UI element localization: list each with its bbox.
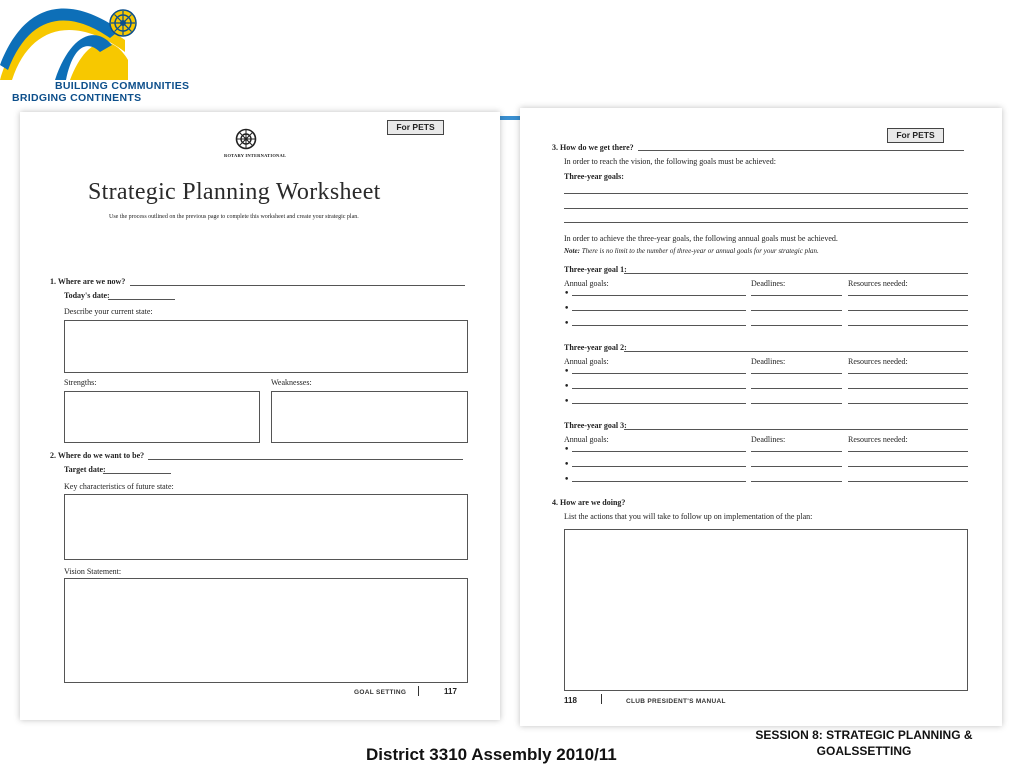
annual-goal-field[interactable] — [572, 373, 746, 374]
annual-goal-field[interactable] — [572, 466, 746, 467]
bullet-icon: • — [564, 319, 570, 329]
three-year-goal-title: Three-year goal 3: — [564, 421, 627, 430]
deadline-field[interactable] — [751, 295, 842, 296]
three-year-goal-title: Three-year goal 1: — [564, 265, 627, 274]
target-date-field[interactable] — [103, 473, 171, 474]
resources-field[interactable] — [848, 481, 968, 482]
footer-label: GOAL SETTING — [354, 689, 407, 696]
three-year-goal-line[interactable] — [564, 208, 968, 209]
deadline-field[interactable] — [751, 388, 842, 389]
three-year-goal-title: Three-year goal 2: — [564, 343, 627, 352]
deadline-field[interactable] — [751, 373, 842, 374]
q3-intro: In order to reach the vision, the following goals must be achieved: — [564, 157, 776, 166]
resources-field[interactable] — [848, 388, 968, 389]
three-year-goal-line[interactable] — [564, 222, 968, 223]
note: Note: There is no limit to the number of three-year or annual goals for your strategic plan. — [564, 247, 819, 255]
bullet-icon: • — [564, 367, 570, 377]
future-state-box[interactable] — [64, 494, 468, 560]
bullet-icon: • — [564, 289, 570, 299]
current-state-box[interactable] — [64, 320, 468, 373]
three-year-goal-field[interactable] — [624, 273, 968, 274]
vision-label: Vision Statement: — [64, 567, 122, 576]
resources-field[interactable] — [848, 373, 968, 374]
bullet-icon: • — [564, 397, 570, 407]
annual-goal-field[interactable] — [572, 403, 746, 404]
worksheet-page-right — [520, 108, 1002, 726]
logo-line-1: BUILDING COMMUNITIES — [55, 80, 190, 92]
rotary-wheel-icon — [108, 8, 138, 38]
for-pets-badge: For PETS — [887, 128, 944, 143]
key-characteristics-label: Key characteristics of future state: — [64, 482, 174, 491]
weaknesses-box[interactable] — [271, 391, 468, 443]
annual-intro: In order to achieve the three-year goals, the following annual goals must be achieved. — [564, 234, 838, 243]
annual-goal-field[interactable] — [572, 388, 746, 389]
bullet-icon: • — [564, 475, 570, 485]
org-name: ROTARY INTERNATIONAL — [224, 153, 287, 158]
resources-header: Resources needed: — [848, 435, 908, 444]
strengths-label: Strengths: — [64, 378, 97, 387]
deadline-field[interactable] — [751, 325, 842, 326]
describe-state-label: Describe your current state: — [64, 307, 153, 316]
three-year-goal-field[interactable] — [624, 429, 968, 430]
strengths-box[interactable] — [64, 391, 260, 443]
resources-field[interactable] — [848, 466, 968, 467]
rotary-wheel-icon — [235, 128, 257, 150]
bullet-icon: • — [564, 445, 570, 455]
resources-field[interactable] — [848, 295, 968, 296]
question-1: 1. Where are we now? — [50, 277, 126, 286]
follow-up-actions-box[interactable] — [564, 529, 968, 691]
bridge-arc-icon — [0, 0, 200, 80]
deadline-field[interactable] — [751, 403, 842, 404]
three-year-goal-field[interactable] — [624, 351, 968, 352]
deadline-field[interactable] — [751, 481, 842, 482]
vision-box[interactable] — [64, 578, 468, 683]
annual-goals-header: Annual goals: — [564, 357, 609, 366]
rotary-logo — [0, 0, 200, 105]
weaknesses-label: Weaknesses: — [271, 378, 312, 387]
annual-goal-field[interactable] — [572, 295, 746, 296]
worksheet-page-left — [20, 112, 500, 720]
resources-field[interactable] — [848, 325, 968, 326]
three-year-goals-label: Three-year goals: — [564, 172, 624, 181]
session-caption — [733, 727, 995, 759]
deadline-field[interactable] — [751, 451, 842, 452]
annual-goals-header: Annual goals: — [564, 279, 609, 288]
page-subtitle: Use the process outlined on the previous page to complete this worksheet and create your strategic plan. — [109, 214, 359, 220]
district-caption: District 3310 Assembly 2010/11 — [366, 745, 617, 764]
session-line-1: SESSION 8: STRATEGIC PLANNING & — [755, 728, 973, 742]
blue-strip — [500, 116, 520, 120]
bullet-icon: • — [564, 382, 570, 392]
bullet-icon: • — [564, 460, 570, 470]
target-date-label: Target date: — [64, 465, 106, 474]
question-4: 4. How are we doing? — [552, 498, 626, 507]
resources-field[interactable] — [848, 403, 968, 404]
resources-header: Resources needed: — [848, 357, 908, 366]
three-year-goal-line[interactable] — [564, 193, 968, 194]
todays-date-label: Today's date: — [64, 291, 110, 300]
annual-goal-field[interactable] — [572, 451, 746, 452]
page-number: 117 — [444, 687, 457, 696]
page-number: 118 — [564, 696, 577, 705]
question-3: 3. How do we get there? — [552, 143, 634, 152]
resources-header: Resources needed: — [848, 279, 908, 288]
bullet-icon: • — [564, 304, 570, 314]
question-2: 2. Where do we want to be? — [50, 451, 145, 460]
deadline-field[interactable] — [751, 310, 842, 311]
for-pets-badge: For PETS — [387, 120, 444, 135]
deadline-field[interactable] — [751, 466, 842, 467]
annual-goal-field[interactable] — [572, 481, 746, 482]
logo-line-2: BRIDGING CONTINENTS — [12, 92, 142, 104]
q4-intro: List the actions that you will take to follow up on implementation of the plan: — [564, 512, 813, 521]
todays-date-field[interactable] — [108, 299, 175, 300]
footer-label: CLUB PRESIDENT'S MANUAL — [626, 698, 726, 705]
deadlines-header: Deadlines: — [751, 279, 786, 288]
deadlines-header: Deadlines: — [751, 357, 786, 366]
annual-goals-header: Annual goals: — [564, 435, 609, 444]
resources-field[interactable] — [848, 310, 968, 311]
annual-goal-field[interactable] — [572, 325, 746, 326]
deadlines-header: Deadlines: — [751, 435, 786, 444]
page-title: Strategic Planning Worksheet — [88, 179, 381, 205]
annual-goal-field[interactable] — [572, 310, 746, 311]
resources-field[interactable] — [848, 451, 968, 452]
session-line-2: GOALSSETTING — [816, 744, 912, 758]
